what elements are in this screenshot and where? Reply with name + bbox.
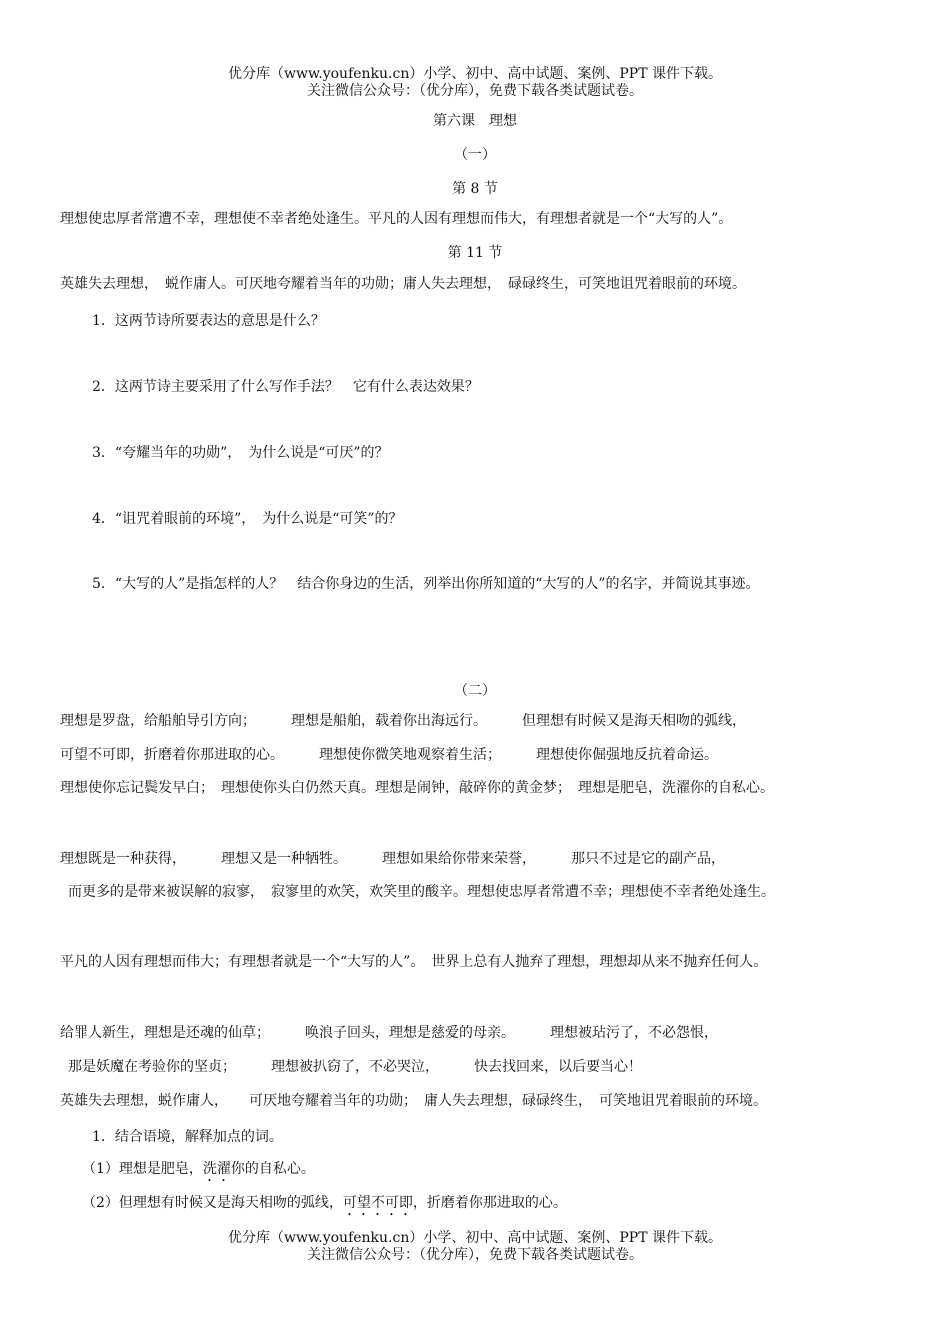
header-line-1: 优分库（www.youfenku.cn）小学、初中、高中试题、案例、PPT 课件下载。 (227, 66, 722, 82)
poem-line-9: 英雄失去理想，蜕作庸人， 可厌地夸耀着当年的功勋； 庸人失去理想，碌碌终生， 可笑地诅咒着眼前的环境。 (60, 1093, 767, 1109)
page-header (0, 66, 950, 100)
question-3: 3．“夸耀当年的功勋”， 为什么说是“可厌”的？ (92, 445, 389, 461)
footer-line-2: 关注微信公众号：（优分库），免费下载各类试题试卷。 (307, 1247, 643, 1263)
sub-question-1 (82, 1158, 315, 1185)
sub-question-2 (82, 1192, 567, 1219)
part2-question-1: 1．结合语境，解释加点的词。 (92, 1129, 283, 1145)
footer-line-1: 优分库（www.youfenku.cn）小学、初中、高中试题、案例、PPT 课件下载。 (227, 1230, 722, 1246)
header-line-2: 关注微信公众号：（优分库），免费下载各类试题试卷。 (307, 83, 643, 99)
part1-label: （一） (454, 147, 496, 163)
sub-question-2-post: ，折磨着你那进取的心。 (412, 1195, 567, 1211)
sub-question-1-pre: （1）理想是肥皂， (82, 1161, 203, 1177)
sub-question-1-post: 你的自私心。 (230, 1161, 315, 1177)
poem-line-3: 理想使你忘记鬓发早白； 理想使你头白仍然天真。理想是闹钟，敲碎你的黄金梦； 理想是肥皂，洗濯你的自私心。 (60, 780, 774, 796)
section-8-text: 理想使忠厚者常遭不幸，理想使不幸者绝处逢生。平凡的人因有理想而伟大，有理想者就是一个“大写的人”。 (60, 211, 733, 227)
poem-line-8: 那是妖魔在考验你的坚贞； 理想被扒窃了，不必哭泣， 快去找回来，以后要当心！ (68, 1059, 642, 1075)
section-8-label: 第 8 节 (452, 181, 498, 197)
lesson-title: 第六课 理想 (433, 113, 517, 129)
section-11-label: 第 11 节 (447, 245, 503, 261)
section-11-text: 英雄失去理想， 蜕作庸人。可厌地夸耀着当年的功勋；庸人失去理想， 碌碌终生，可笑地诅咒着眼前的环境。 (60, 276, 746, 292)
poem-line-2: 可望不可即，折磨着你那进取的心。 理想使你微笑地观察着生活； 理想使你倔强地反抗着命运。 (60, 747, 718, 763)
poem-line-7: 给罪人新生，理想是还魂的仙草； 唤浪子回头，理想是慈爱的母亲。 理想被玷污了，不必怨恨， (60, 1025, 718, 1041)
sub-question-2-pre: （2）但理想有时候又是海天相吻的弧线， (82, 1195, 343, 1211)
part2-label: （二） (454, 683, 496, 699)
question-5: 5．“大写的人”是指怎样的人？ 结合你身边的生活，列举出你所知道的“大写的人”的名字，并简说其事迹。 (92, 576, 760, 592)
poem-line-5: 而更多的是带来被误解的寂寥， 寂寥里的欢笑，欢笑里的酸辛。理想使忠厚者常遭不幸；理想使不幸者绝处逢生。 (68, 884, 775, 900)
dotted-word-2: 可望不可即 (342, 1195, 413, 1211)
dotted-word-1: 洗濯 (202, 1161, 231, 1177)
poem-line-1: 理想是罗盘，给船舶导引方向； 理想是船舶，载着你出海远行。 但理想有时候又是海天相吻的弧线， (60, 713, 746, 729)
page-footer (0, 1230, 950, 1264)
question-2: 2．这两节诗主要采用了什么写作手法？ 它有什么表达效果？ (92, 379, 479, 395)
poem-line-4: 理想既是一种获得， 理想又是一种牺牲。 理想如果给你带来荣誉， 那只不过是它的副产品， (60, 851, 725, 867)
poem-line-6: 平凡的人因有理想而伟大；有理想者就是一个“大写的人”。 世界上总有人抛弃了理想，理想却从来不抛弃任何人。 (60, 954, 768, 970)
question-4: 4．“诅咒着眼前的环境”， 为什么说是“可笑”的？ (92, 511, 403, 527)
question-1: 1．这两节诗所要表达的意思是什么？ (92, 313, 325, 329)
